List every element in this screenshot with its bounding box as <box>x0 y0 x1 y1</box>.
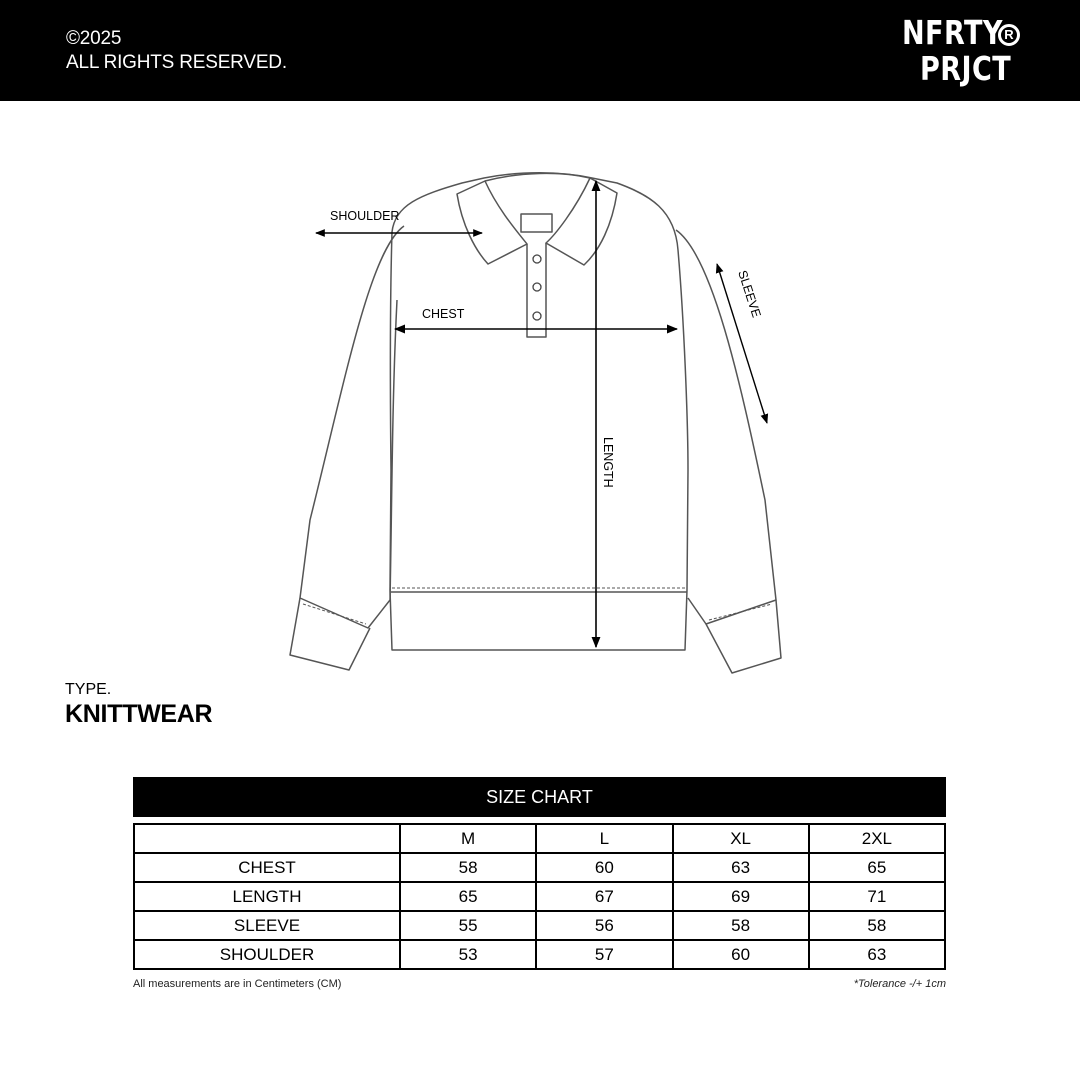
product-type-label: TYPE. <box>65 681 112 698</box>
copyright-notice: ALL RIGHTS RESERVED. <box>66 52 287 73</box>
table-cell: 60 <box>673 940 809 969</box>
measurement-unit-note: All measurements are in Centimeters (CM) <box>133 978 342 990</box>
table-row <box>134 911 945 940</box>
copyright-block <box>66 27 287 75</box>
header-cell-xl: XL <box>673 824 809 853</box>
placket-buttons <box>533 255 541 320</box>
table-cell: 69 <box>673 882 809 911</box>
product-type-value: KNITTWEAR <box>65 700 213 728</box>
table-cell: 71 <box>809 882 945 911</box>
table-cell: 63 <box>673 853 809 882</box>
table-cell: 56 <box>536 911 672 940</box>
table-cell: 65 <box>809 853 945 882</box>
sweater-outline <box>290 173 781 673</box>
table-cell: 55 <box>400 911 536 940</box>
table-cell: 57 <box>536 940 672 969</box>
table-cell: 58 <box>809 911 945 940</box>
table-cell: 60 <box>536 853 672 882</box>
row-label: SLEEVE <box>134 911 400 940</box>
copyright-year: ©2025 <box>66 28 122 49</box>
garment-diagram <box>0 101 1080 721</box>
table-cell: 58 <box>400 853 536 882</box>
header-cell-m: M <box>400 824 536 853</box>
shoulder-label: SHOULDER <box>330 209 400 223</box>
table-cell: 67 <box>536 882 672 911</box>
table-row <box>134 882 945 911</box>
table-cell: 63 <box>809 940 945 969</box>
header-bar <box>0 0 1080 101</box>
header-cell-empty <box>134 824 400 853</box>
size-chart-title: SIZE CHART <box>133 777 946 817</box>
table-cell: 65 <box>400 882 536 911</box>
row-label: LENGTH <box>134 882 400 911</box>
size-chart-table <box>133 823 946 970</box>
row-label: CHEST <box>134 853 400 882</box>
sleeve-label: SLEEVE <box>735 268 764 320</box>
registered-mark-icon: R <box>998 24 1020 46</box>
table-row <box>134 853 945 882</box>
header-cell-l: L <box>536 824 672 853</box>
table-header-row <box>134 824 945 853</box>
tolerance-note: *Tolerance -/+ 1cm <box>853 978 946 990</box>
logo-text-top: NFRTY <box>902 13 1003 52</box>
table-row <box>134 940 945 969</box>
logo-text-bottom: PRJCT <box>920 49 1012 88</box>
row-label: SHOULDER <box>134 940 400 969</box>
brand-logo <box>902 14 1022 90</box>
table-cell: 58 <box>673 911 809 940</box>
length-label: LENGTH <box>601 437 615 488</box>
chest-label: CHEST <box>422 307 465 321</box>
table-cell: 53 <box>400 940 536 969</box>
header-cell-2xl: 2XL <box>809 824 945 853</box>
